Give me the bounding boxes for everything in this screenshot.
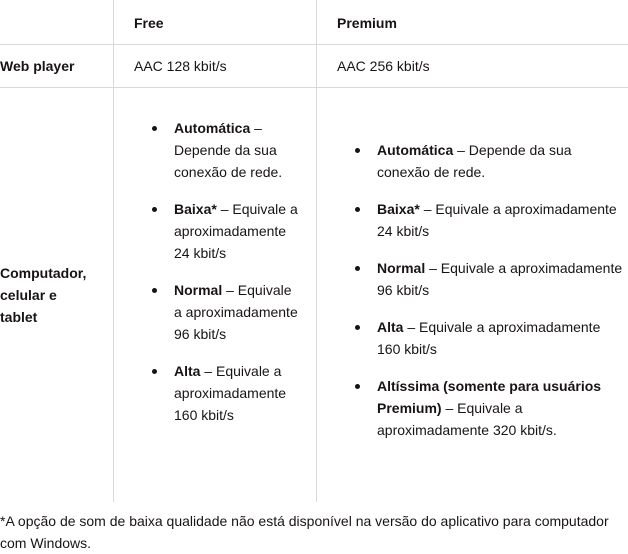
column-divider-2	[316, 0, 317, 502]
row-divider	[0, 87, 628, 88]
quality-desc: – Equivale a aproximadamente 320 kbit/s.	[377, 400, 557, 438]
list-item	[150, 279, 300, 345]
header-premium: Premium	[337, 15, 397, 31]
quality-name: Alta	[174, 363, 201, 379]
quality-desc: – Equivale a aproximadamente 24 kbit/s	[174, 201, 298, 261]
quality-name: Automática	[377, 142, 454, 158]
quality-desc: – Equivale a aproximadamente 96 kbit/s	[174, 282, 298, 342]
web-player-premium-value: AAC 256 kbit/s	[337, 58, 430, 74]
list-item	[353, 375, 623, 441]
quality-name: Altíssima (somente para usuários Premium)	[377, 378, 602, 416]
quality-desc: – Depende da sua conexão de rede.	[377, 142, 572, 180]
header-divider	[0, 44, 628, 45]
row-label-line: celular e	[0, 287, 57, 303]
quality-name: Normal	[174, 282, 223, 298]
header-free: Free	[134, 15, 164, 31]
quality-name: Baixa*	[377, 201, 420, 217]
list-item	[353, 257, 623, 301]
quality-desc: – Equivale a aproximadamente 96 kbit/s	[377, 260, 623, 298]
quality-name: Automática	[174, 120, 251, 136]
list-item	[150, 198, 300, 264]
web-player-free-value: AAC 128 kbit/s	[134, 58, 227, 74]
list-item	[150, 360, 300, 426]
list-item	[353, 198, 623, 242]
row-label-devices	[0, 262, 110, 328]
row-label-line: tablet	[0, 309, 38, 325]
footnote: *A opção de som de baixa qualidade não está disponível na versão do aplicativo para computador com Windows.	[0, 513, 609, 551]
column-divider-1	[113, 0, 114, 502]
quality-name: Alta	[377, 319, 404, 335]
list-item	[353, 316, 623, 360]
row-label-line: Computador,	[0, 265, 87, 281]
row-label-web-player: Web player	[0, 58, 75, 74]
quality-name: Normal	[377, 260, 426, 276]
quality-desc: – Equivale a aproximadamente 160 kbit/s	[377, 319, 601, 357]
quality-desc: – Equivale a aproximadamente 160 kbit/s	[174, 363, 287, 423]
list-item	[150, 117, 300, 183]
quality-name: Baixa*	[174, 201, 217, 217]
premium-quality-list	[353, 139, 623, 456]
quality-desc: – Equivale a aproximadamente 24 kbit/s	[377, 201, 617, 239]
quality-desc: – Depende da sua conexão de rede.	[174, 120, 283, 180]
list-item	[353, 139, 623, 183]
free-quality-list	[150, 117, 300, 441]
